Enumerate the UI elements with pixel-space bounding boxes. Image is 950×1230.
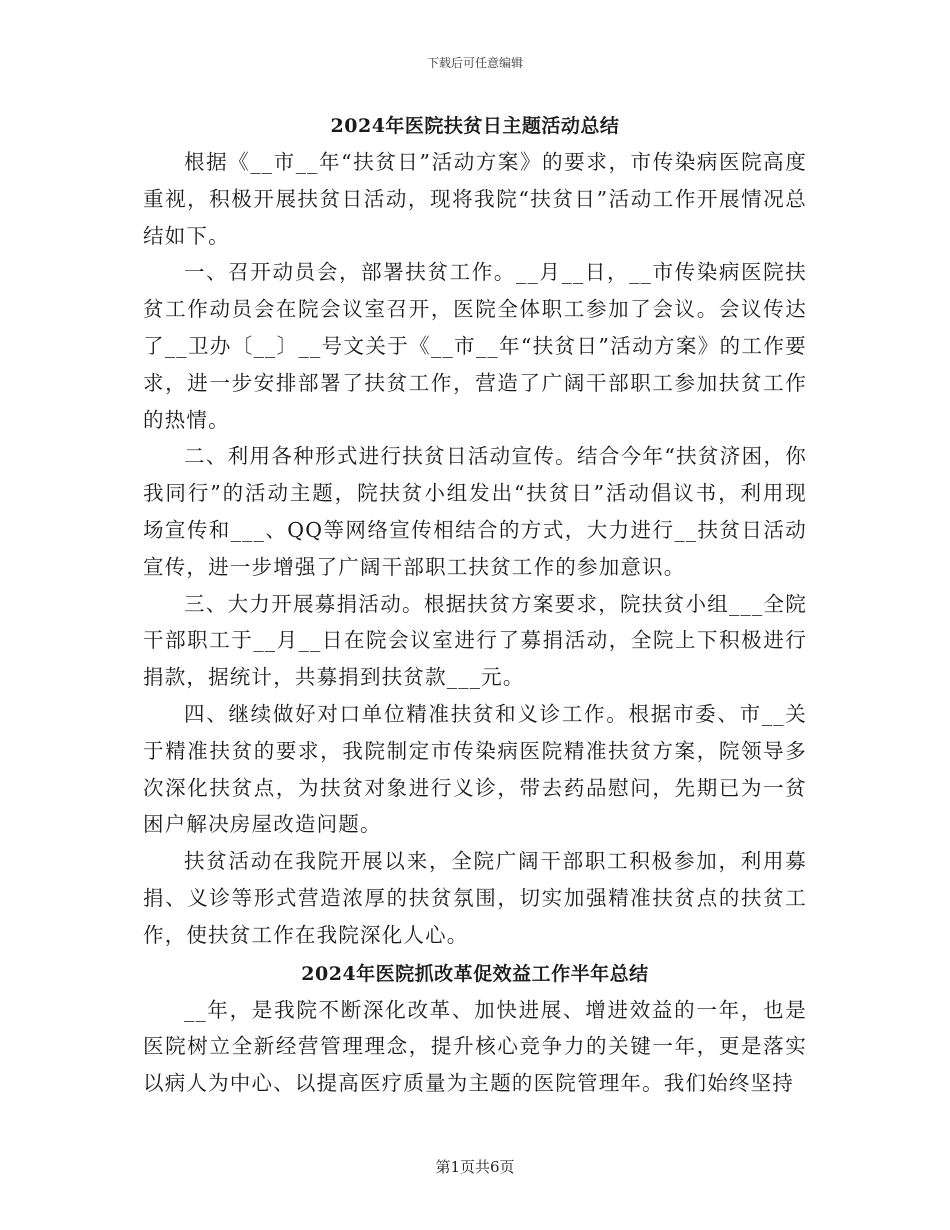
paragraph-section-4: 四、继续做好对口单位精准扶贫和义诊工作。根据市委、市__关于精准扶贫的要求，我院制定市传染病医院精准扶贫方案，院领导多次深化扶贫点，为扶贫对象进行义诊，带去药品慰问，先期已为一贫困户解决房屋改造问题。 <box>143 701 807 837</box>
paragraph-doc2-intro: __年，是我院不断深化改革、加快进展、增进效益的一年，也是医院树立全新经营管理理念，提升核心竞争力的关键一年，更是落实以病人为中心、以提高医疗质量为主题的医院管理年。我们始终坚持 <box>143 997 807 1096</box>
paragraph-section-3: 三、大力开展募捐活动。根据扶贫方案要求，院扶贫小组___全院干部职工于__月__日在院会议室进行了募捐活动，全院上下积极进行捐款，据统计，共募捐到扶贫款___元。 <box>143 591 807 690</box>
document-title-1: 2024年医院扶贫日主题活动总结 <box>330 115 620 137</box>
header-note: 下载后可任意编辑 <box>426 56 523 70</box>
paragraph-section-1: 一、召开动员会，部署扶贫工作。__月__日，__市传染病医院扶贫工作动员会在院会议室召开，医院全体职工参加了会议。会议传达了__卫办〔__〕__号文关于《__市__年“扶贫日”活动方案》的工作要求，进一步安排部署了扶贫工作，营造了广阔干部职工参加扶贫工作的热情。 <box>143 260 807 432</box>
paragraph-intro: 根据《__市__年“扶贫日”活动方案》的要求，市传染病医院高度重视，积极开展扶贫日活动，现将我院“扶贫日”活动工作开展情况总结如下。 <box>143 150 807 248</box>
paragraph-conclusion: 扶贫活动在我院开展以来，全院广阔干部职工积极参加，利用募捐、义诊等形式营造浓厚的扶贫氛围，切实加强精准扶贫点的扶贫工作，使扶贫工作在我院深化人心。 <box>143 849 807 947</box>
document-title-2: 2024年医院抓改革促效益工作半年总结 <box>301 962 649 985</box>
page-footer: 第1页共6页 <box>435 1158 515 1176</box>
document-body <box>143 108 807 1102</box>
paragraph-section-2: 二、利用各种形式进行扶贫日活动宣传。结合今年“扶贫济困，你我同行”的活动主题，院扶贫小组发出“扶贫日”活动倡议书，利用现场宣传和___、QQ等网络宣传相结合的方式，大力进行__扶贫日活动宣传，进一步增强了广阔干部职工扶贫工作的参加意识。 <box>143 444 807 579</box>
